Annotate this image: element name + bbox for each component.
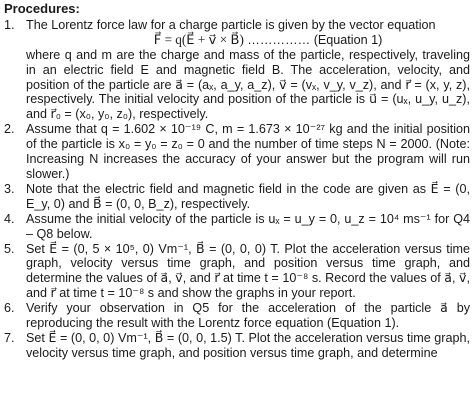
procedure-list: [4, 18, 470, 361]
item-number: 2.: [4, 122, 15, 137]
equation-reference: …………… (Equation 1): [247, 32, 383, 47]
item-text: Set E⃗ = (0, 5 × 10⁵, 0) Vm⁻¹, B⃗ = (0, 0, 0) T. Plot the acceleration versus time graph, velocity versus time graph, and position versus time graph, and determine the values of a⃗, v⃗, and r⃗ at time t = 10⁻⁸ s. Record the values of a⃗, v⃗, and r⃗ at time t = 10⁻⁸ s and show the graphs in your report.: [26, 241, 470, 301]
item-text: Note that the electric field and magnetic field in the code are given as E⃗ = (0, E_y, 0) and B⃗ = (0, 0, B_z), respectively.: [26, 181, 470, 211]
procedures-heading: Procedures:: [4, 1, 80, 16]
item-text: Assume the initial velocity of the particle is uₓ = u_y = 0, u_z = 10⁴ ms⁻¹ for Q4 – Q8 below.: [26, 211, 470, 241]
procedure-item-5: [4, 242, 470, 302]
item-number: 5.: [4, 241, 15, 256]
item-number: 4.: [4, 211, 15, 226]
item-number: 7.: [4, 330, 15, 345]
item-text: Assume that q = 1.602 × 10⁻¹⁹ C, m = 1.673 × 10⁻²⁷ kg and the initial position of the particle is x₀ = y₀ = z₀ = 0 and the number of time steps N = 2000. (Note: Increasing N increases the accuracy of your answer but the program will run slower.): [26, 122, 470, 181]
procedure-item-2: [4, 122, 470, 182]
procedure-item-6: [4, 301, 470, 331]
procedure-item-7: [4, 331, 470, 361]
equation-expression: F⃗ = q(E⃗ + v⃗ × B⃗): [153, 31, 248, 47]
lorentz-equation: [26, 33, 470, 48]
item-text-rest: where q and m are the charge and mass of the particle, respectively, traveling in an electric field E and magnetic field B. The acceleration, velocity, and position of the particle are a⃗ = (aₓ, a_y, a_z), v⃗ = (vₓ, v_y, v_z), and r⃗ = (x, y, z), respectively. The initial velocity and position of the particle is u⃗ = (uₓ, u_y, u_z), and r⃗₀ = (x₀, y₀, z₀), respectively.: [26, 47, 470, 122]
item-number: 6.: [4, 301, 15, 316]
item-text: Set E⃗ = (0, 0, 0) Vm⁻¹, B⃗ = (0, 0, 1.5) T. Plot the acceleration versus time graph, velocity versus time graph, and position versus time graph, and determine: [26, 330, 470, 360]
procedure-item-4: [4, 212, 470, 242]
item-text: Verify your observation in Q5 for the acceleration of the particle a⃗ by reproducing the result with the Lorentz force equation (Equation 1).: [26, 301, 470, 331]
item-number: 3.: [4, 181, 15, 196]
procedure-item-3: [4, 182, 470, 212]
item-number: 1.: [4, 17, 15, 32]
item-text: The Lorentz force law for a charge particle is given by the vector equation: [26, 17, 436, 32]
procedure-item-1: [4, 18, 470, 122]
